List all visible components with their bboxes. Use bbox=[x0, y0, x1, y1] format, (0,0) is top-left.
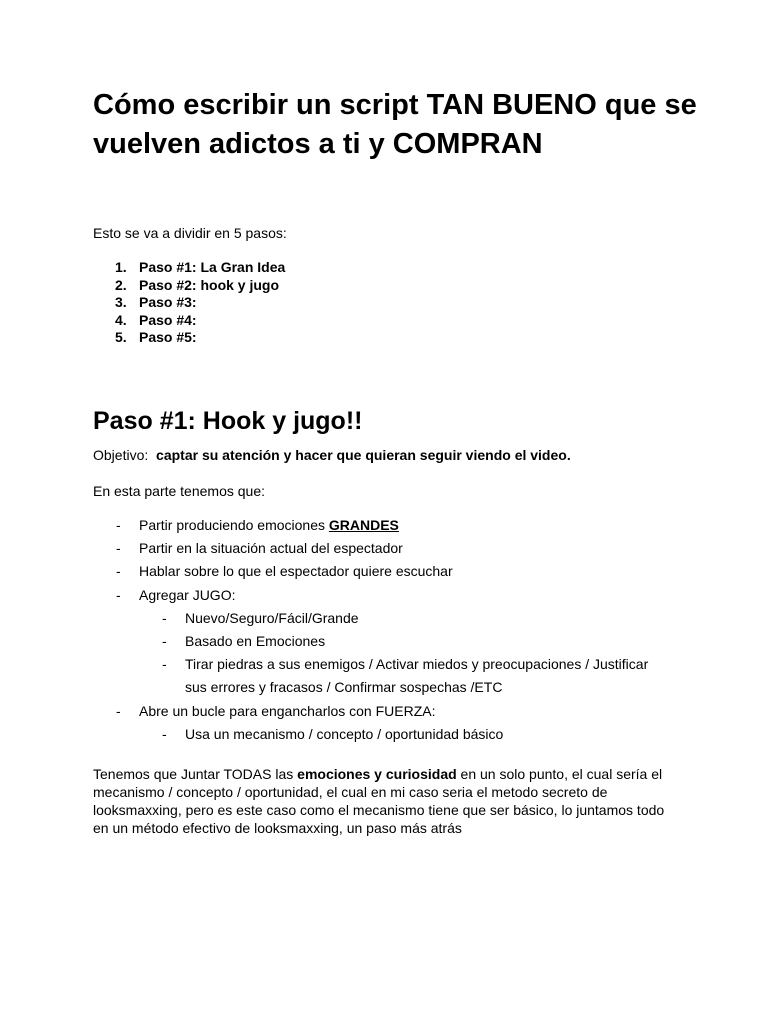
closing-paragraph: Tenemos que Juntar TODAS las emociones y curiosidad en un solo punto, el cual sería el mecanismo / concepto / oportunidad, el cual en mi caso seria el metodo secreto de looksmaxxing, pero es este caso como el mecanismo tiene que ser básico, lo juntamos todo en un método efectivo de looksmaxxing, un paso más atrás bbox=[93, 766, 665, 836]
lead-text: En esta parte tenemos que: bbox=[93, 483, 265, 499]
list-item: - Usa un mecanismo / concepto / oportunidad básico bbox=[162, 725, 504, 742]
list-item: - Tirar piedras a sus enemigos / Activar miedos y preocupaciones / Justificar sus errores y fracasos / Confirmar sospechas /ETC bbox=[162, 656, 649, 696]
requirements-list bbox=[93, 514, 693, 746]
list-item: 3. Paso #3: bbox=[115, 294, 197, 311]
list-item: - Hablar sobre lo que el espectador quiere escuchar bbox=[116, 563, 453, 580]
document-title: Cómo escribir un script TAN BUENO que se vuelven adictos a ti y COMPRAN bbox=[93, 89, 697, 160]
steps-list bbox=[93, 259, 285, 347]
emphasis-grandes: GRANDES bbox=[328, 517, 399, 533]
list-item: - Agregar JUGO: bbox=[116, 586, 236, 603]
list-item: - Nuevo/Seguro/Fácil/Grande bbox=[162, 609, 359, 626]
list-item: - Partir en la situación actual del espectador bbox=[116, 540, 403, 557]
list-item: 4. Paso #4: bbox=[115, 311, 197, 328]
list-item: - Partir produciendo emociones GRANDES bbox=[116, 517, 399, 533]
list-item: 5. Paso #5: bbox=[115, 329, 197, 346]
list-item: 1. Paso #1: La Gran Idea bbox=[115, 259, 286, 275]
intro-text: Esto se va a dividir en 5 pasos: bbox=[93, 225, 287, 241]
closing-emphasis: emociones y curiosidad bbox=[297, 766, 457, 782]
section-heading: Paso #1: Hook y jugo!! bbox=[93, 407, 363, 435]
list-item: - Abre un bucle para engancharlos con FUERZA: bbox=[116, 702, 436, 719]
list-item: 2. Paso #2: hook y jugo bbox=[115, 276, 280, 293]
objective-line bbox=[93, 446, 571, 464]
list-item: - Basado en Emociones bbox=[162, 633, 326, 650]
objective-label: Objetivo: bbox=[93, 447, 149, 463]
objective-text: captar su atención y hacer que quieran seguir viendo el video. bbox=[156, 447, 571, 463]
